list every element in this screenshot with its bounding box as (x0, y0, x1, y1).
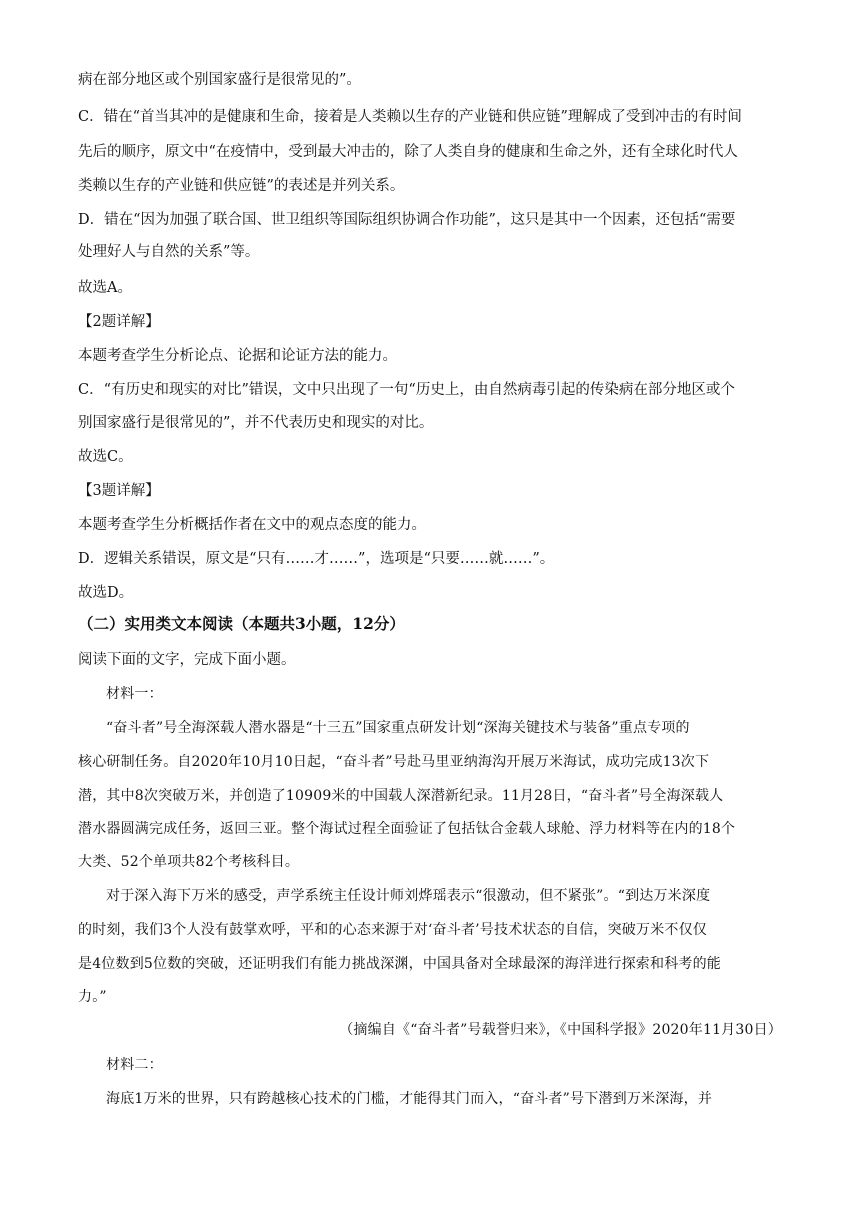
section-heading: 【3题详解】 (78, 483, 160, 499)
text-line: 病在部分地区或个别国家盛行是很常见的”。 (78, 72, 361, 88)
text-line: 故选D。 (78, 585, 134, 601)
text-line: D．错在“因为加强了联合国、世卫组织等国际组织协调合作功能”，这只是其中一个因素，还包括“需要 (78, 212, 736, 228)
text-line: “奋斗者”号全海深载人潜水器是“十三五”国家重点研发计划“深海关键技术与装备”重点专项的 (106, 720, 690, 736)
text-line: 故选A。 (78, 280, 132, 296)
text-line: 潜，其中8次突破万米，并创造了10909米的中国载人深潜新纪录。11月28日，“奋斗者”号全海深载人 (78, 788, 724, 804)
text-line: 潜水器圆满完成任务，返回三亚。整个海试过程全面验证了包括钛合金载人球舱、浮力材料等在内的18个 (78, 821, 736, 837)
text-line: 本题考查学生分析概括作者在文中的观点态度的能力。 (78, 517, 426, 533)
part-heading: （二）实用类文本阅读（本题共3小题，12分） (78, 614, 405, 633)
text-line: 本题考查学生分析论点、论据和论证方法的能力。 (78, 348, 397, 364)
text-line: C．“有历史和现实的对比”错误，文中只出现了一句“历史上，由自然病毒引起的传染病在部分地区或个 (78, 382, 735, 398)
material-label: 材料一： (106, 686, 163, 702)
text-line: 处理好人与自然的关系”等。 (78, 244, 260, 260)
text-line: 阅读下面的文字，完成下面小题。 (78, 652, 296, 668)
text-line: 是4位数到5位数的突破，还证明我们有能力挑战深渊，中国具备对全球最深的海洋进行探索和科考的能 (78, 956, 722, 972)
text-line: 核心研制任务。自2020年10月10日起，“奋斗者”号赴马里亚纳海沟开展万米海试，成功完成13次下 (78, 754, 710, 770)
text-line: 力。” (78, 989, 107, 1005)
text-line: 别国家盛行是很常见的”，并不代表历史和现实的对比。 (78, 415, 434, 431)
material-label: 材料二： (106, 1057, 163, 1073)
text-line: D．逻辑关系错误，原文是“只有……才……”，选项是“只要……就……”。 (78, 551, 555, 567)
text-line: C．错在“首当其冲的是健康和生命，接着是人类赖以生存的产业链和供应链”理解成了受到冲击的有时间 (78, 109, 742, 125)
text-line: 的时刻，我们3个人没有鼓掌欢呼，平和的心态来源于对‘奋斗者’号技术状态的自信，突破万米不仅仅 (78, 922, 708, 938)
text-line: 类赖以生存的产业链和供应链”的表述是并列关系。 (78, 178, 405, 194)
source-citation: （摘编自《“奋斗者”号载誉归来》，《中国科学报》2020年11月30日） (339, 1022, 782, 1038)
section-heading: 【2题详解】 (78, 314, 160, 330)
text-line: 海底1万米的世界，只有跨越核心技术的门槛，才能得其门而入，“奋斗者”号下潜到万米深海，并 (106, 1091, 713, 1107)
text-line: 大类、52个单项共82个考核科目。 (78, 854, 300, 870)
text-line: 故选C。 (78, 449, 133, 465)
text-line: 先后的顺序，原文中“在疫情中，受到最大冲击的，除了人类自身的健康和生命之外，还有全球化时代人 (78, 144, 738, 160)
text-line: 对于深入海下万米的感受，声学系统主任设计师刘烨瑶表示“很激动，但不紧张”。“到达万米深度 (106, 888, 711, 904)
